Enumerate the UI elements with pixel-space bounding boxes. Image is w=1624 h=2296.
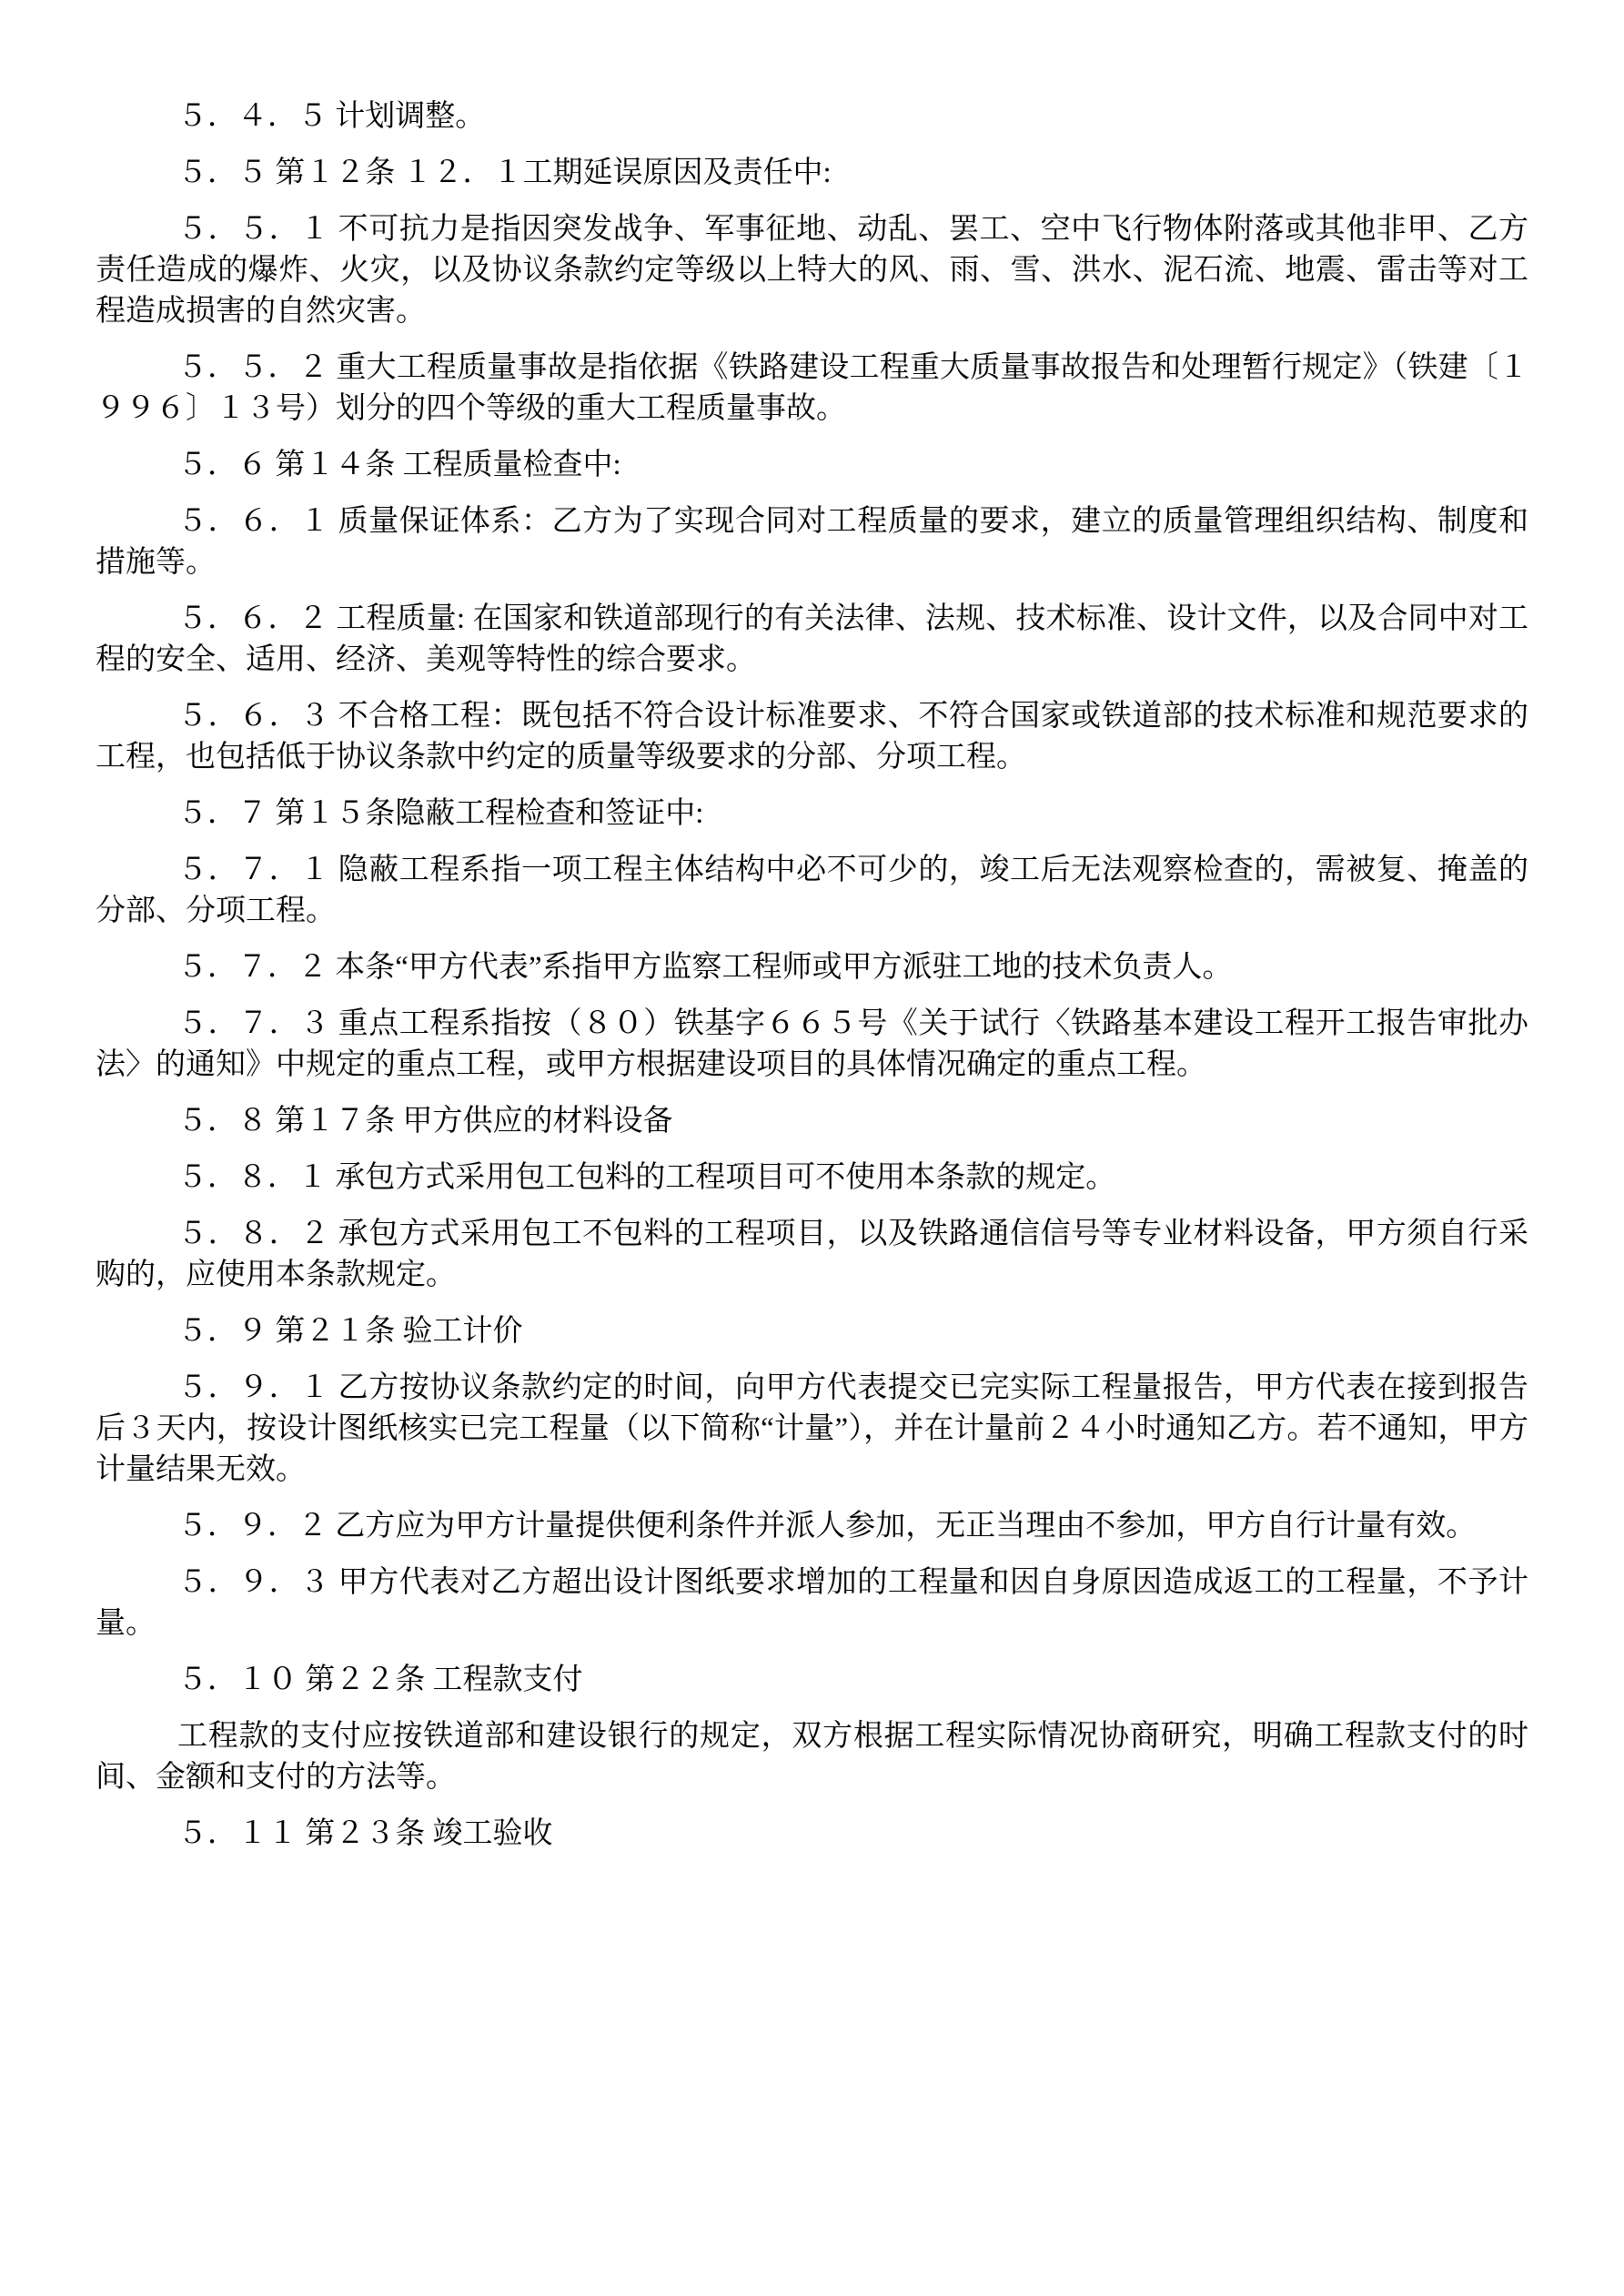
paragraph: ５．９．１ 乙方按协议条款约定的时间，向甲方代表提交已完实际工程量报告，甲方代表在接到报告后３天内，按设计图纸核实已完工程量（以下简称“计量”），并在计量前２４小时通知乙方。若不通知，甲方计量结果无效。 [96,1371,1528,1486]
section-heading: ５．８ 第１７条 甲方供应的材料设备 [177,1105,673,1138]
section-heading: ５．１０ 第２２条 工程款支付 [177,1664,583,1696]
section-heading: ５．４．５ 计划调整。 [177,100,486,133]
paragraph: ５．７．２ 本条“甲方代表”系指甲方监察工程师或甲方派驻工地的技术负责人。 [177,951,1233,984]
paragraph: ５．６．３ 不合格工程：既包括不符合设计标准要求、不符合国家或铁道部的技术标准和规范要求的工程，也包括低于协议条款中约定的质量等级要求的分部、分项工程。 [96,700,1528,774]
paragraph: ５．９．３ 甲方代表对乙方超出设计图纸要求增加的工程量和因自身原因造成返工的工程量，不予计量。 [96,1566,1528,1640]
paragraph: ５．８．１ 承包方式采用包工包料的工程项目可不使用本条款的规定。 [177,1161,1116,1194]
paragraph: ５．６．１ 质量保证体系：乙方为了实现合同对工程质量的要求，建立的质量管理组织结构、制度和措施等。 [96,505,1528,579]
paragraph: ５．７．１ 隐蔽工程系指一项工程主体结构中必不可少的，竣工后无法观察检查的，需被复、掩盖的分部、分项工程。 [96,854,1528,927]
section-heading: ５．９ 第２１条 验工计价 [177,1315,523,1348]
section-heading: ５．１１ 第２３条 竣工验收 [177,1817,553,1850]
paragraph: ５．７．３ 重点工程系指按（８０）铁基字６６５号《关于试行〈铁路基本建设工程开工报告审批办法〉的通知》中规定的重点工程，或甲方根据建设项目的具体情况确定的重点工程。 [96,1007,1528,1081]
section-heading: ５．６ 第１４条 工程质量检查中: [177,449,621,481]
section-heading: ５．７ 第１５条隐蔽工程检查和签证中: [177,797,704,830]
paragraph: ５．８．２ 承包方式采用包工不包料的工程项目，以及铁路通信信号等专业材料设备，甲方须自行采购的，应使用本条款规定。 [96,1218,1528,1291]
paragraph: ５．５．１ 不可抗力是指因突发战争、军事征地、动乱、罢工、空中飞行物体附落或其他非甲、乙方责任造成的爆炸、火灾，以及协议条款约定等级以上特大的风、雨、雪、洪水、泥石流、地震、雷击等对工程造成损害的自然灾害。 [96,213,1528,328]
paragraph: ５．６．２ 工程质量: 在国家和铁道部现行的有关法律、法规、技术标准、设计文件，以及合同中对工程的安全、适用、经济、美观等特性的综合要求。 [96,602,1528,676]
paragraph: ５．９．２ 乙方应为甲方计量提供便利条件并派人参加，无正当理由不参加，甲方自行计量有效。 [177,1510,1477,1542]
section-heading: ５．５ 第１２条 １２．１工期延误原因及责任中: [177,157,832,189]
paragraph: ５．５．２ 重大工程质量事故是指依据《铁路建设工程重大质量事故报告和处理暂行规定》（铁建〔１９９６〕１３号）划分的四个等级的重大工程质量事故。 [96,351,1528,425]
paragraph: 工程款的支付应按铁道部和建设银行的规定，双方根据工程实际情况协商研究，明确工程款支付的时间、金额和支付的方法等。 [96,1720,1528,1794]
